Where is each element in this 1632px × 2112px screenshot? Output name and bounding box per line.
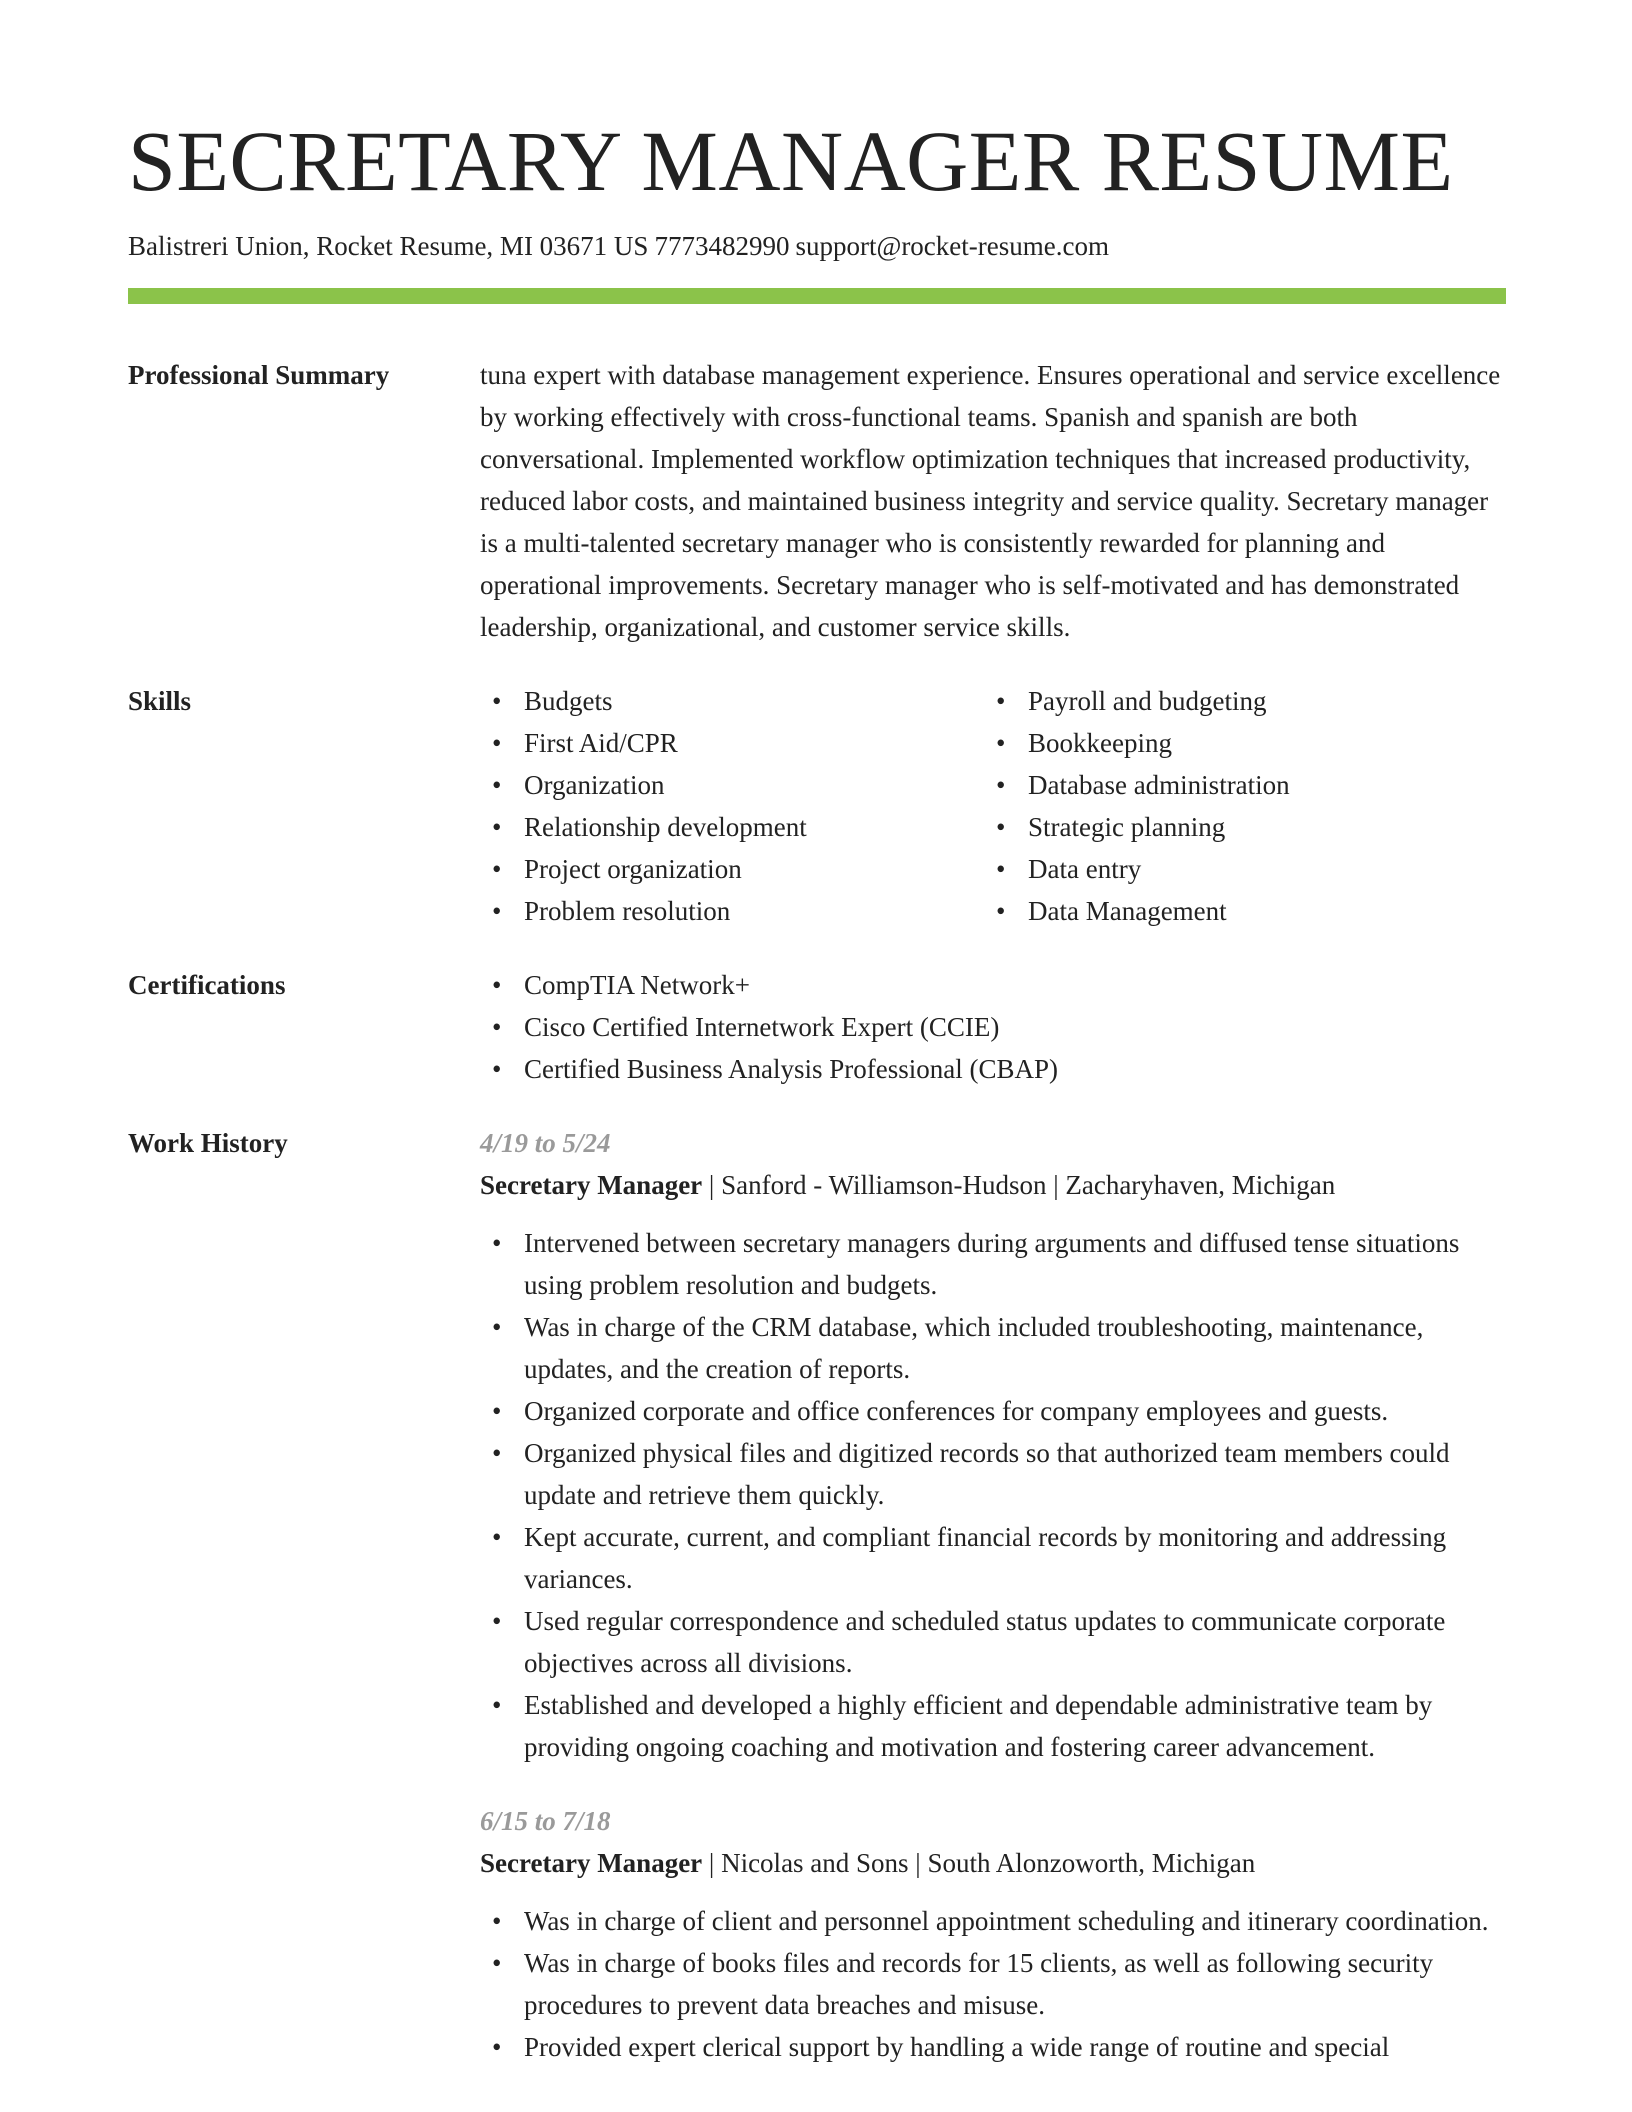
list-item: • Was in charge of the CRM database, which included troubleshooting, maintenance, updates, and the creation of reports. xyxy=(480,1306,1506,1390)
list-item: • Organized physical files and digitized records so that authorized team members could update and retrieve them quickly. xyxy=(480,1432,1506,1516)
job-dates: 4/19 to 5/24 xyxy=(480,1128,611,1159)
summary-label: Professional Summary xyxy=(128,360,390,391)
job-details: | Nicolas and Sons | South Alonzoworth, Michigan xyxy=(702,1848,1256,1879)
list-item: • First Aid/CPR xyxy=(480,722,984,764)
job-title: Secretary Manager xyxy=(480,1170,703,1201)
list-item: • Intervened between secretary managers during arguments and diffused tense situations using problem resolution and budgets. xyxy=(480,1222,1506,1306)
list-item: • Was in charge of books files and records for 15 clients, as well as following security procedures to prevent data breaches and misuse. xyxy=(480,1942,1506,2026)
job-bullets xyxy=(480,1222,1506,1768)
summary-section xyxy=(128,354,1506,648)
certifications-label: Certifications xyxy=(128,970,286,1001)
job-dates: 6/15 to 7/18 xyxy=(480,1806,611,1837)
job-title: Secretary Manager xyxy=(480,1848,703,1879)
list-item: • Project organization xyxy=(480,848,984,890)
list-item: • Data Management xyxy=(984,890,1488,932)
certifications-list xyxy=(480,964,1506,1090)
skills-section xyxy=(128,680,1506,932)
work-history-section xyxy=(128,1122,1506,2068)
list-item: • Data entry xyxy=(984,848,1488,890)
list-item: • Payroll and budgeting xyxy=(984,680,1488,722)
job-title-line xyxy=(480,1164,1506,1206)
list-item: • Established and developed a highly efficient and dependable administrative team by providing ongoing coaching and motivation and fostering career advancement. xyxy=(480,1684,1506,1768)
contact-line xyxy=(128,230,1506,262)
job-details: | Sanford - Williamson-Hudson | Zacharyhaven, Michigan xyxy=(702,1170,1336,1201)
list-item: • Organized corporate and office conferences for company employees and guests. xyxy=(480,1390,1506,1432)
list-item: • Strategic planning xyxy=(984,806,1488,848)
list-item: • Certified Business Analysis Professional (CBAP) xyxy=(480,1048,1506,1090)
list-item: • Cisco Certified Internetwork Expert (CCIE) xyxy=(480,1006,1506,1048)
job-bullets xyxy=(480,1900,1506,2068)
contact-phone: 7773482990 xyxy=(654,231,790,261)
list-item: • Problem resolution xyxy=(480,890,984,932)
list-item: • Relationship development xyxy=(480,806,984,848)
contact-address: Balistreri Union, Rocket Resume, MI 03671 US xyxy=(128,231,649,261)
skills-label: Skills xyxy=(128,686,192,717)
list-item: • Provided expert clerical support by handling a wide range of routine and special xyxy=(480,2026,1506,2068)
list-item: • Bookkeeping xyxy=(984,722,1488,764)
job-entry xyxy=(480,1800,1506,2068)
skills-list-right xyxy=(984,680,1488,932)
list-item: • Database administration xyxy=(984,764,1488,806)
header-divider xyxy=(128,288,1506,304)
list-item: • Kept accurate, current, and compliant financial records by monitoring and addressing variances. xyxy=(480,1516,1506,1600)
list-item: • CompTIA Network+ xyxy=(480,964,1506,1006)
list-item: • Organization xyxy=(480,764,984,806)
work-history-label: Work History xyxy=(128,1128,288,1159)
certifications-section xyxy=(128,964,1506,1090)
job-entry xyxy=(480,1122,1506,1768)
skills-list-left xyxy=(480,680,984,932)
list-item: • Budgets xyxy=(480,680,984,722)
list-item: • Used regular correspondence and scheduled status updates to communicate corporate objectives across all divisions. xyxy=(480,1600,1506,1684)
job-title-line xyxy=(480,1842,1506,1884)
list-item: • Was in charge of client and personnel appointment scheduling and itinerary coordination. xyxy=(480,1900,1506,1942)
contact-email: support@rocket-resume.com xyxy=(795,231,1109,261)
summary-text: tuna expert with database management experience. Ensures operational and service excellence by working effectively with cross-functional teams. Spanish and spanish are both conversational. Implemented workflow optimization techniques that increased productivity, reduced labor costs, and maintained business integrity and service quality. Secretary manager is a multi-talented secretary manager who is consistently rewarded for planning and operational improvements. Secretary manager who is self-motivated and has demonstrated leadership, organizational, and customer service skills. xyxy=(480,360,1501,643)
resume-title: SECRETARY MANAGER RESUME xyxy=(128,113,1454,209)
